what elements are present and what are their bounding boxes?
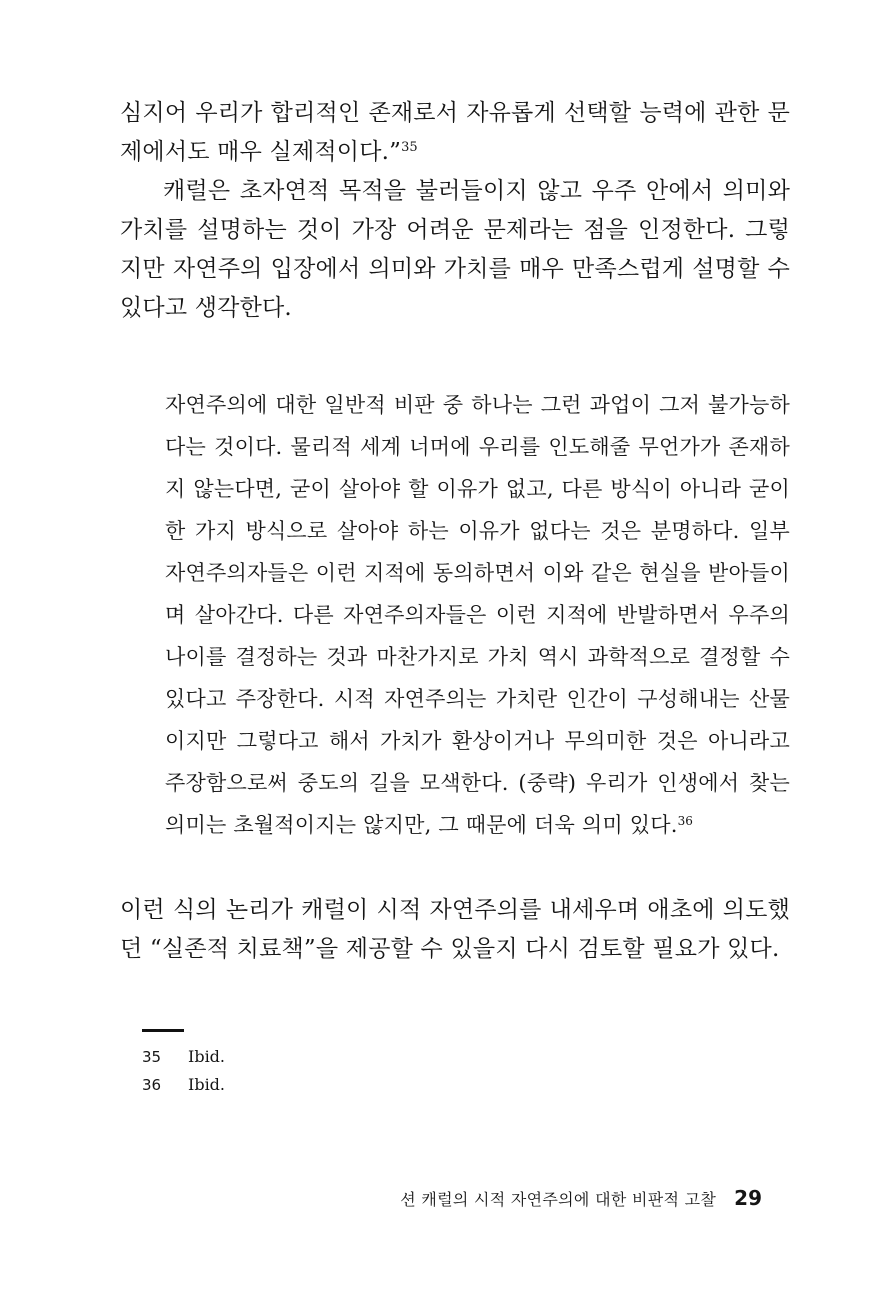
footnote-text: Ibid. xyxy=(188,1047,226,1066)
body-paragraph-1 xyxy=(120,94,790,172)
body-paragraph-2 xyxy=(120,172,790,328)
paragraph-text: 캐럴은 초자연적 목적을 불러들이지 않고 우주 안에서 의미와 가치를 설명하는 것이 가장 어려운 문제라는 점을 인정한다. 그렇지만 자연주의 입장에서 의미와 가치를 매우 만족스럽게 설명할 수 있다고 생각한다. xyxy=(120,178,790,321)
footnote-separator-rule xyxy=(142,1029,184,1032)
page-body xyxy=(120,94,790,969)
page-number: 29 xyxy=(734,1186,762,1210)
running-title: 션 캐럴의 시적 자연주의에 대한 비판적 고찰 xyxy=(400,1190,717,1209)
footnote-marker-35: 35 xyxy=(401,140,418,155)
footnote-text: Ibid. xyxy=(188,1075,226,1094)
footnote-item xyxy=(142,1071,762,1099)
body-paragraph-3 xyxy=(120,891,790,969)
footnote-marker-36: 36 xyxy=(677,814,693,828)
footnotes-section xyxy=(142,1029,762,1099)
footnote-number: 36 xyxy=(142,1076,162,1094)
paragraph-text: 이런 식의 논리가 캐럴이 시적 자연주의를 내세우며 애초에 의도했던 “실존적 치료책”을 제공할 수 있을지 다시 검토할 필요가 있다. xyxy=(120,897,790,962)
page-footer xyxy=(400,1186,762,1210)
footnote-item xyxy=(142,1043,762,1071)
paragraph-text: 심지어 우리가 합리적인 존재로서 자유롭게 선택할 능력에 관한 문제에서도 매우 실제적이다.” xyxy=(120,100,790,165)
block-quote xyxy=(165,384,790,846)
footnote-number: 35 xyxy=(142,1048,162,1066)
quote-text: 자연주의에 대한 일반적 비판 중 하나는 그런 과업이 그저 불가능하다는 것이다. 물리적 세계 너머에 우리를 인도해줄 무언가가 존재하지 않는다면, 굳이 살아야 할 이유가 없고, 다른 방식이 아니라 굳이 한 가지 방식으로 살아야 하는 이유가 없다는 것은 분명하다. 일부 자연주의자들은 이런 지적에 동의하면서 이와 같은 현실을 받아들이며 살아간다. 다른 자연주의자들은 이런 지적에 반발하면서 우주의 나이를 결정하는 것과 마찬가지로 가치 역시 과학적으로 결정할 수 있다고 주장한다. 시적 자연주의는 가치란 인간이 구성해내는 산물이지만 그렇다고 해서 가치가 환상이거나 무의미한 것은 아니라고 주장함으로써 중도의 길을 모색한다. (중략) 우리가 인생에서 찾는 의미는 초월적이지는 않지만, 그 때문에 더욱 의미 있다. xyxy=(165,393,790,837)
